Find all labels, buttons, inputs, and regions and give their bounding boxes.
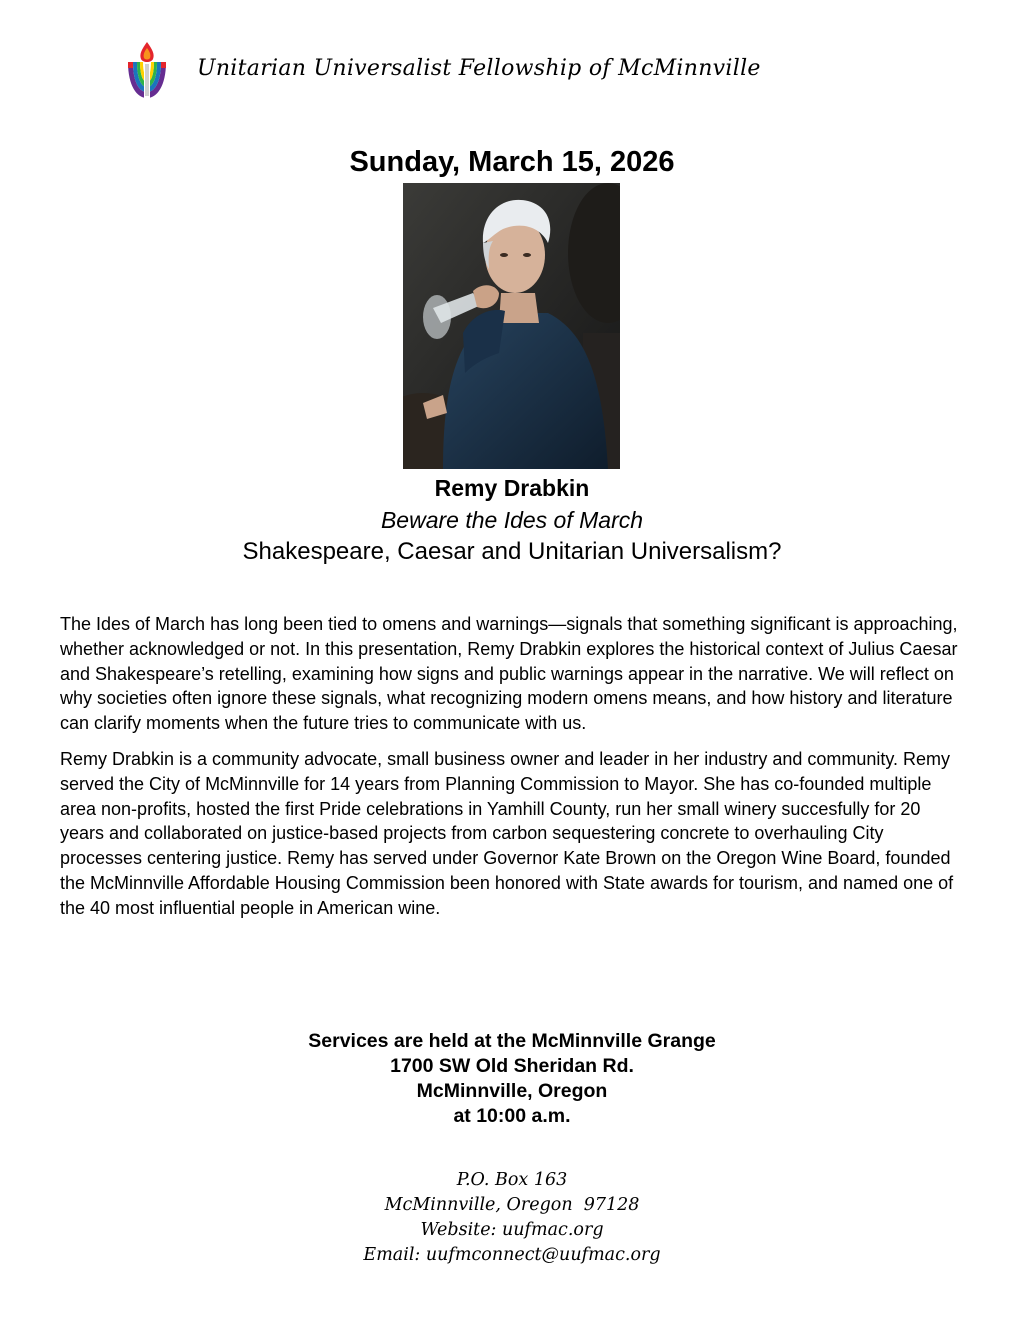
location-venue: Services are held at the McMinnville Grange xyxy=(308,1030,716,1052)
location-street: 1700 SW Old Sheridan Rd. xyxy=(390,1055,634,1077)
contact-po-box: P.O. Box 163 xyxy=(456,1170,568,1190)
speaker-bio-paragraph: Remy Drabkin is a community advocate, small business owner and leader in her industry and community. Remy served the City of McMinnville for 14 years from Planning Commission to Mayor. She has co-founded multiple area non-profits, hosted the first Pride celebrations in Yamhill County, run her small winery succesfully for 20 years and collaborated on justice-based projects from carbon sequestering concrete to overhauling City processes centering justice. Remy has served under Governor Kate Brown on the Oregon Wine Board, founded the McMinnville Affordable Housing Commission been honored with State awards for tourism, and named one of the 40 most influential people in American wine. xyxy=(60,748,954,918)
speaker-name: Remy Drabkin xyxy=(434,475,590,501)
header xyxy=(125,40,905,104)
contact-info xyxy=(0,1168,1024,1268)
talk-title: Beware the Ides of March xyxy=(380,507,644,533)
service-date: Sunday, March 15, 2026 xyxy=(349,146,675,178)
contact-email: Email: uufmconnect@uufmac.org xyxy=(363,1245,661,1265)
talk-subtitle: Shakespeare, Caesar and Unitarian Universalism? xyxy=(242,538,782,565)
description-paragraph: The Ides of March has long been tied to omens and warnings—signals that something significant is approaching, whether acknowledged or not. In this presentation, Remy Drabkin explores the historical context of Julius Caesar and Shakespeare’s retelling, examining how signs and public warnings appear in the narrative. We will reflect on why societies often ignore these signals, what recognizing modern omens means, and how history and literature can clarify moments when the future tries to communicate with us. xyxy=(60,614,958,734)
contact-website: Website: uufmac.org xyxy=(420,1220,604,1240)
description xyxy=(60,612,966,932)
location-city: McMinnville, Oregon xyxy=(416,1080,608,1102)
speaker-photo xyxy=(403,183,620,469)
location-time: at 10:00 a.m. xyxy=(453,1105,571,1127)
flaming-chalice-icon xyxy=(125,40,169,102)
service-location xyxy=(0,1029,1024,1129)
org-name: Unitarian Universalist Fellowship of McMinnville xyxy=(197,56,761,81)
contact-city-zip: McMinnville, Oregon 97128 xyxy=(384,1195,640,1215)
